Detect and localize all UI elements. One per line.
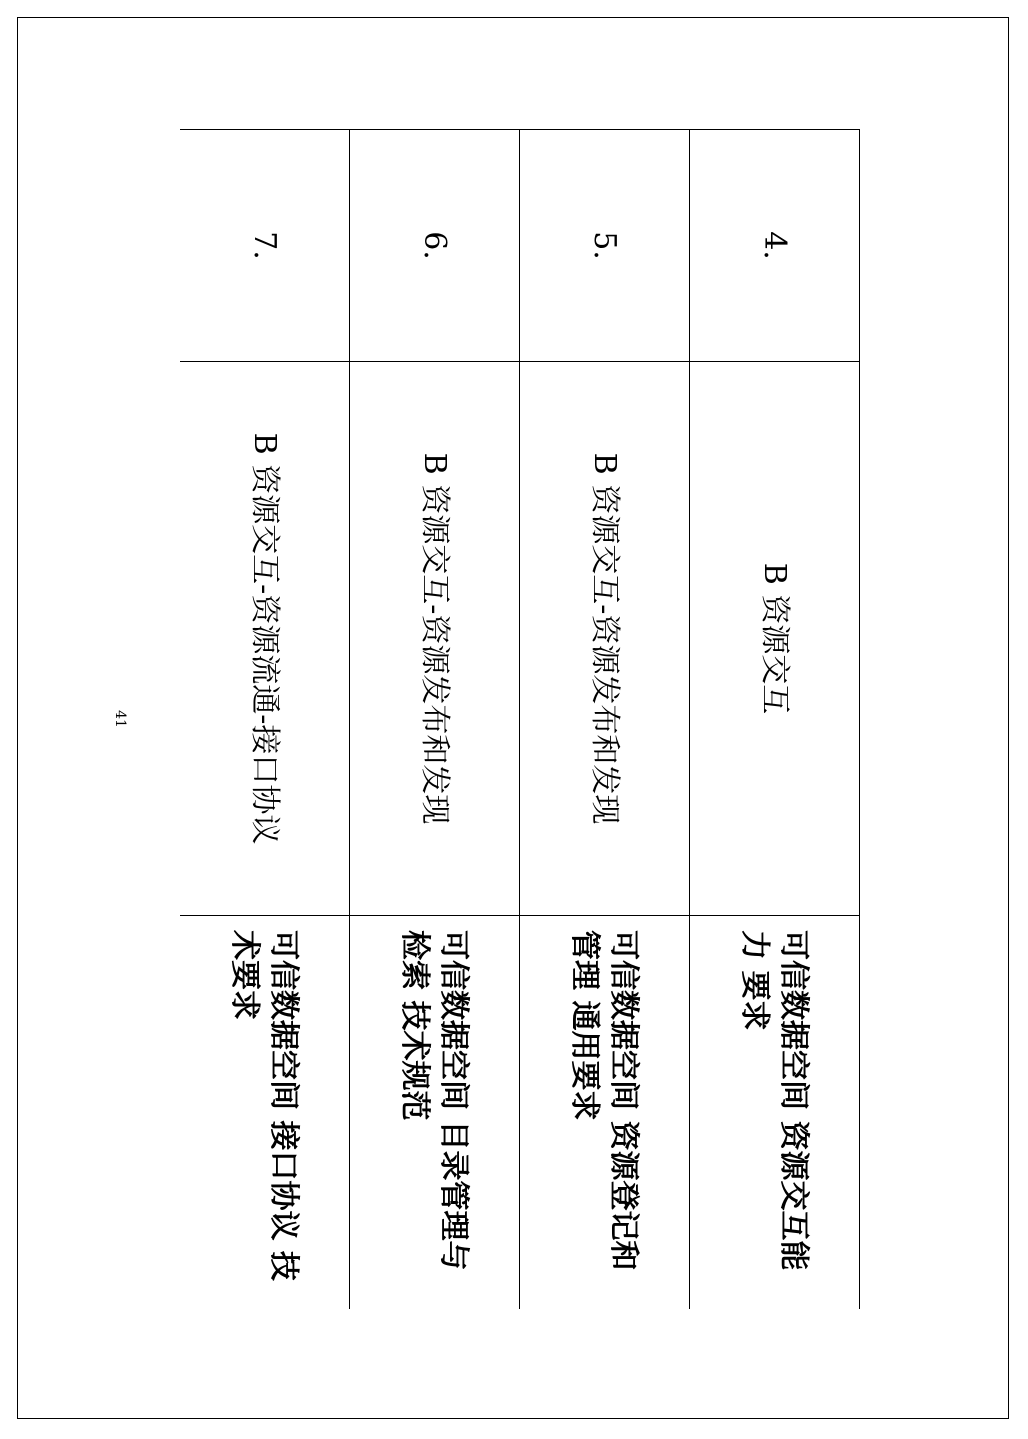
table-row — [690, 130, 860, 1310]
row-title: B 资源交互-资源发布和发现 — [520, 362, 690, 916]
row-number: 5. — [520, 130, 690, 362]
row-title: B 资源交互-资源发布和发现 — [350, 362, 520, 916]
row-number: 4. — [690, 130, 860, 362]
table-container — [180, 129, 860, 1309]
row-number: 7. — [180, 130, 350, 362]
rotated-table-frame — [180, 129, 860, 1309]
row-standard: 可信数据空间 资源交互能力 要求 — [690, 916, 860, 1310]
row-title: B 资源交互 — [690, 362, 860, 916]
table-row — [180, 130, 350, 1310]
table-row — [520, 130, 690, 1310]
page-number: 41 — [112, 710, 128, 728]
table-row — [350, 130, 520, 1310]
standards-table — [180, 129, 860, 1309]
row-standard: 可信数据空间 目录管理与检索 技术规范 — [350, 916, 520, 1310]
row-number: 6. — [350, 130, 520, 362]
row-standard: 可信数据空间 资源登记和管理 通用要求 — [520, 916, 690, 1310]
row-standard: 可信数据空间 接口协议 技术要求 — [180, 916, 350, 1310]
row-title: B 资源交互-资源流通-接口协议 — [180, 362, 350, 916]
